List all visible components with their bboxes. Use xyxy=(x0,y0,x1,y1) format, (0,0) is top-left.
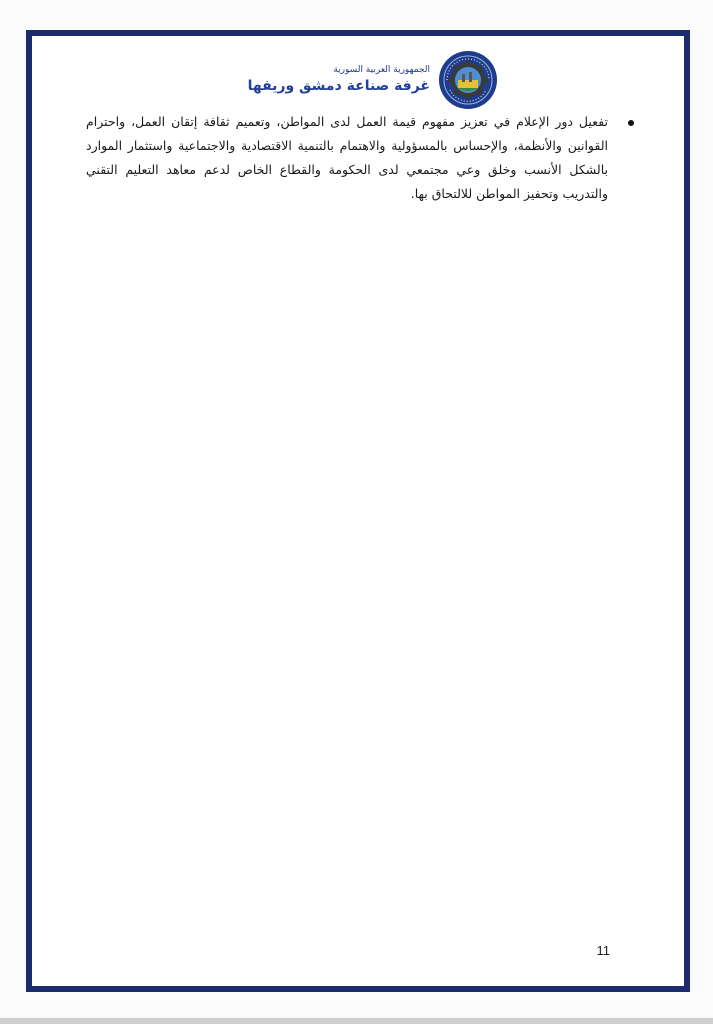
bullet-icon xyxy=(628,120,634,126)
header-country-name: الجمهورية العربية السورية xyxy=(333,65,430,75)
main-content xyxy=(86,110,638,206)
page-header xyxy=(248,50,498,110)
list-item-text: تفعيل دور الإعلام في تعزيز مفهوم قيمة العمل لدى المواطن، وتعميم ثقافة إتقان العمل، واحترام القوانين والأنظمة، والإحساس بالمسؤولية والاهتمام بالتنمية الاقتصادية والاجتماعية واستثمار الموارد بالشكل الأنسب وخلق وعي مجتمعي لدى الحكومة والقطاع الخاص لدعم معاهد التعليم التقني والتدريب وتحفيز المواطن للالتحاق بها. xyxy=(86,114,608,201)
page-number: 11 xyxy=(596,943,610,958)
header-organization-name: غرفة صناعة دمشق وريفها xyxy=(247,78,430,94)
bottom-divider xyxy=(0,1018,713,1024)
chamber-emblem-icon xyxy=(438,50,498,110)
page-border-frame xyxy=(26,30,690,992)
list-item xyxy=(86,110,638,206)
header-text-block xyxy=(248,64,430,96)
